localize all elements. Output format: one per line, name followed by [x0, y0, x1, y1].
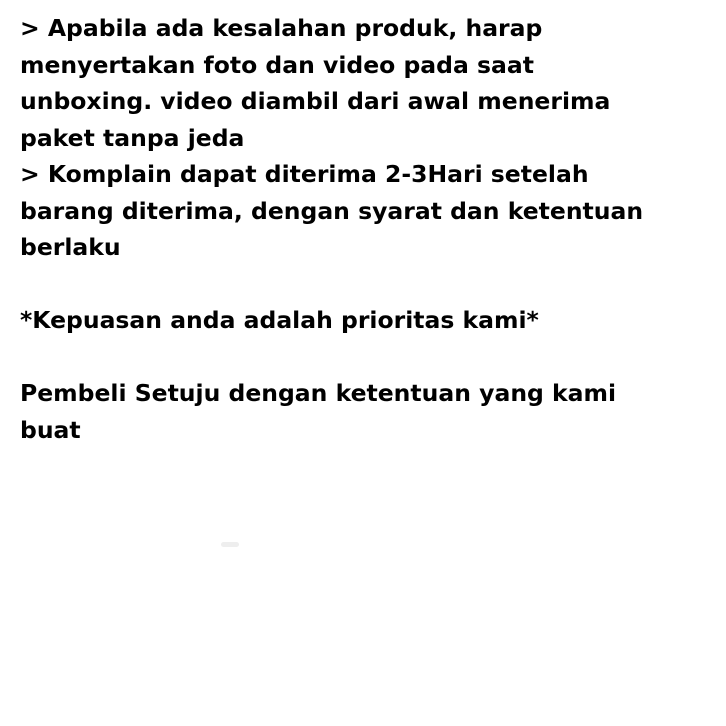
complaint-note: [20, 156, 710, 266]
text-line: menyertakan foto dan video pada saat: [20, 50, 534, 79]
terms-document: [20, 10, 710, 448]
spacer: [20, 266, 710, 303]
text-line: > Apabila ada kesalahan produk, harap: [20, 14, 543, 42]
tagline: *Kepuasan anda adalah prioritas kami*: [20, 306, 539, 334]
text-line: buat: [20, 415, 81, 444]
text-line: Pembeli Setuju dengan ketentuan yang kami: [20, 379, 617, 407]
agreement-note: [20, 375, 710, 448]
spacer: [20, 339, 710, 376]
text-line: berlaku: [20, 233, 121, 261]
faint-mark: [221, 542, 239, 547]
product-error-note: [20, 10, 710, 156]
text-line: > Komplain dapat diterima 2-3Hari setelah: [20, 160, 589, 188]
text-line: paket tanpa jeda: [20, 123, 245, 152]
text-line: barang diterima, dengan syarat dan ketentuan: [20, 196, 644, 225]
text-line: unboxing. video diambil dari awal menerima: [20, 87, 611, 115]
